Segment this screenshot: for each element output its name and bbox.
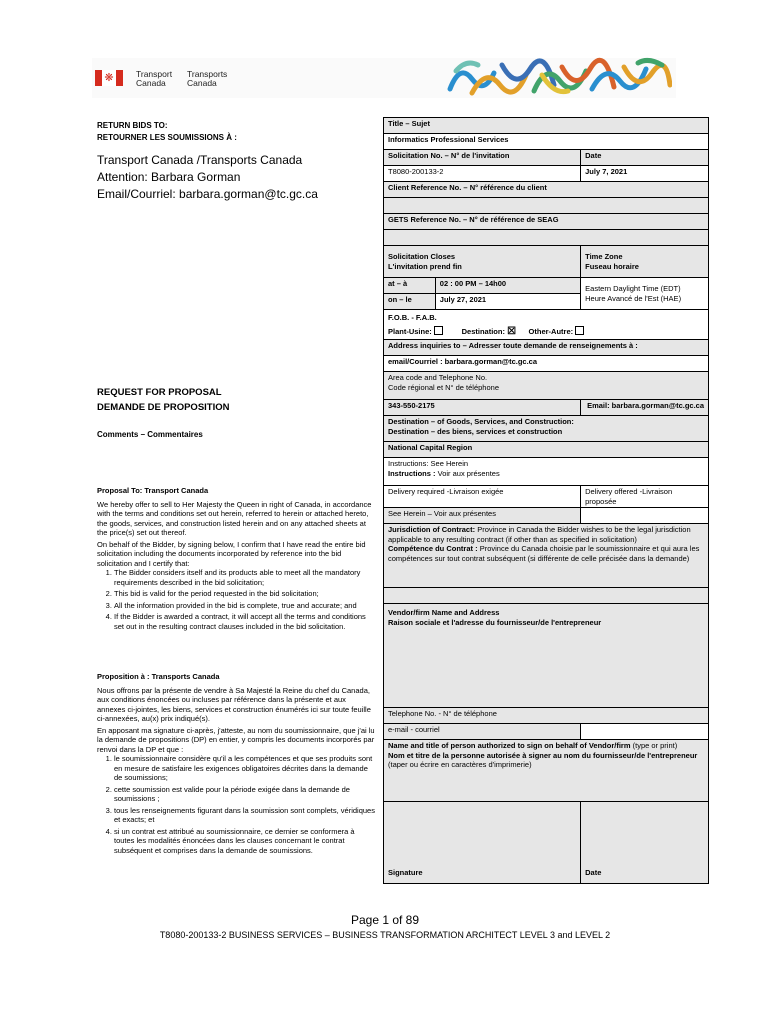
solicitation-form: [383, 117, 709, 884]
signature-en: Transport Canada: [136, 69, 173, 88]
proposal-fr: [97, 672, 375, 857]
title-value: Informatics Professional Services: [384, 134, 709, 150]
closes-label: Solicitation Closes L'invitation prend fin: [384, 246, 581, 278]
list-item: 3. All the information provided in the bid is complete, true and accurate; and: [114, 601, 375, 611]
solicitation-value: T8080-200133-2: [384, 166, 581, 182]
timezone-label: Time Zone Fuseau horaire: [581, 246, 709, 278]
title-label: Title – Sujet: [384, 118, 709, 134]
plant-checkbox[interactable]: [434, 326, 443, 335]
gets-label: GETS Reference No. – N° de référence de SEAG: [384, 214, 709, 230]
proposal-en: [97, 486, 375, 633]
comments-label: Comments – Commentaires: [97, 430, 203, 439]
vendor-email-field[interactable]: e-mail - courriel: [384, 724, 581, 740]
proposal-fr-list: [97, 754, 375, 855]
at-label: at – à: [384, 278, 436, 294]
other-checkbox[interactable]: [575, 326, 584, 335]
vendor-phone-field[interactable]: Telephone No. - N° de téléphone: [384, 708, 709, 724]
vendor-email-blank: [581, 724, 709, 740]
proposal-en-para2: On behalf of the Bidder, by signing below, I confirm that I have read the entire bid solicitation including the documents incorporated by reference into the bid solicitation and I certify that:: [97, 539, 366, 568]
gets-field[interactable]: [384, 230, 709, 246]
return-org: Transport Canada /Transports Canada: [97, 153, 303, 167]
destination-goods-value: National Capital Region: [384, 442, 709, 458]
list-item: 3. tous les renseignements figurant dans la soumission sont complets, véridiques et exacts; et: [114, 806, 375, 825]
vendor-cell[interactable]: Vendor/firm Name and Address Raison sociale et l'adresse du fournisseur/de l'entrepreneur: [384, 604, 709, 708]
proposal-en-heading: Proposal To: Transport Canada: [97, 486, 209, 495]
list-item: 4. si un contrat est attribué au soumissionnaire, ce dernier se conformera à toutes les modalités énoncées dans les clauses concernant le contrat subséquent et comprises dans la demande de soumissions.: [114, 827, 375, 856]
date-value: July 7, 2021: [581, 166, 709, 182]
phone-value: 343-550-2175: [384, 400, 581, 416]
proposal-fr-para1: Nous offrons par la présente de vendre à Sa Majesté la Reine du chef du Canada, aux conditions énoncées ou incluses par référence dans la présente et aux annexes ci-jointes, les biens, services et construction énumérés ici sur toute feuille ci-annexées, au(x) prix indiqué(s).: [97, 685, 371, 723]
timezone-value: Eastern Daylight Time (EDT) Heure Avancé de l'Est (HAE): [581, 278, 709, 310]
phone-email: Email: barbara.gorman@tc.gc.ca: [581, 400, 709, 416]
decorative-pattern-icon: [442, 55, 672, 101]
area-code-label: Area code and Telephone No. Code régional et N° de téléphone: [384, 372, 709, 400]
destination-goods-label: Destination – of Goods, Services, and Construction: Destination – des biens, services et construction: [384, 416, 709, 442]
signatory-cell[interactable]: Name and title of person authorized to sign on behalf of Vendor/firm (type or print) Nom et titre de la personne autorisée à signer au nom du fournisseur/de l'entrepreneur (taper ou écrire en caractères d'imprimerie): [384, 740, 709, 802]
proposal-fr-heading: Proposition à : Transports Canada: [97, 672, 220, 681]
proposal-en-para1: We hereby offer to sell to Her Majesty the Queen in right of Canada, in accordance with the terms and conditions set out herein, referred to herein or attached hereto, the goods, services, and construction listed herein and on any attached sheets at the price(s) set out thereof.: [97, 499, 372, 537]
return-attention: Attention: Barbara Gorman: [97, 170, 241, 184]
delivery-offered-field[interactable]: [581, 508, 709, 524]
client-ref-label: Client Reference No. – N° référence du client: [384, 182, 709, 198]
list-item: 2. cette soumission est valide pour la période exigée dans la demande de soumissions ;: [114, 785, 375, 804]
date-label: Date: [581, 150, 709, 166]
return-label-en: RETURN BIDS TO:: [97, 121, 168, 130]
jurisdiction-cell: Jurisdiction of Contract: Province in Canada the Bidder wishes to be the legal jurisdiction applicable to any resulting contract (if other than as specified in solicitation) Compétence du Contrat : Province du Canada choisie par le soumissionnaire et qui aura les compétences sur tout contrat subséquent (si différente de celle précisée dans la demande): [384, 524, 709, 588]
inquiries-label: Address inquiries to – Adresser toute demande de renseignements à :: [384, 340, 709, 356]
client-ref-field[interactable]: [384, 198, 709, 214]
on-value: July 27, 2021: [435, 294, 580, 310]
on-label: on – le: [384, 294, 436, 310]
instructions-cell: Instructions: See Herein Instructions : Voir aux présentes: [384, 458, 709, 486]
delivery-offered-label: Delivery offered -Livraison proposée: [581, 486, 709, 508]
signature-field[interactable]: Signature: [384, 802, 581, 884]
return-label-fr: RETOURNER LES SOUMISSIONS À :: [97, 133, 237, 142]
list-item: 2. This bid is valid for the period requested in the bid solicitation;: [114, 589, 375, 599]
at-value: 02 : 00 PM – 14h00: [435, 278, 580, 294]
proposal-en-list: [97, 568, 375, 631]
canada-flag-icon: ❋: [95, 70, 123, 86]
request-title-fr: DEMANDE DE PROPOSITION: [97, 402, 230, 413]
proposal-fr-para2: En apposant ma signature ci-après, j'atteste, au nom du soumissionnaire, que j'ai lu la demande de propositions (DP) en entier, y compris les documents incorporés par renvoi dans la DP et que :: [97, 725, 375, 754]
jurisdiction-field[interactable]: [384, 588, 709, 604]
delivery-required-value: See Herein – Voir aux présentes: [384, 508, 581, 524]
list-item: 1. le soumissionnaire considère qu'il a les compétences et que ses produits sont en mesure de satisfaire les exigences obligatoires décrites dans la demande de soumissions;: [114, 754, 375, 783]
solicitation-label: Solicitation No. – N° de l'invitation: [384, 150, 581, 166]
list-item: 1. The Bidder considers itself and its products able to meet all the mandatory requirements described in the bid solicitation;: [114, 568, 375, 587]
return-email: Email/Courriel: barbara.gorman@tc.gc.ca: [97, 187, 318, 201]
document-footer: T8080-200133-2 BUSINESS SERVICES – BUSINESS TRANSFORMATION ARCHITECT LEVEL 3 and LEVEL 2: [159, 930, 611, 940]
signature-date-field[interactable]: Date: [581, 802, 709, 884]
list-item: 4. If the Bidder is awarded a contract, it will accept all the terms and conditions set out in the resulting contract clauses included in the bid solicitation.: [114, 612, 375, 631]
signature-fr: Transports Canada: [187, 69, 228, 88]
inquiries-email: email/Courriel : barbara.gorman@tc.gc.ca: [384, 356, 709, 372]
page-number: Page 1 of 89: [350, 913, 420, 927]
destination-checkbox[interactable]: ☒: [507, 325, 517, 337]
delivery-required-label: Delivery required -Livraison exigée: [384, 486, 581, 508]
fob-cell: F.O.B. - F.A.B. Plant-Usine: Destination: ☒ Other-Autre:: [384, 310, 709, 340]
request-title-en: REQUEST FOR PROPOSAL: [97, 387, 222, 398]
